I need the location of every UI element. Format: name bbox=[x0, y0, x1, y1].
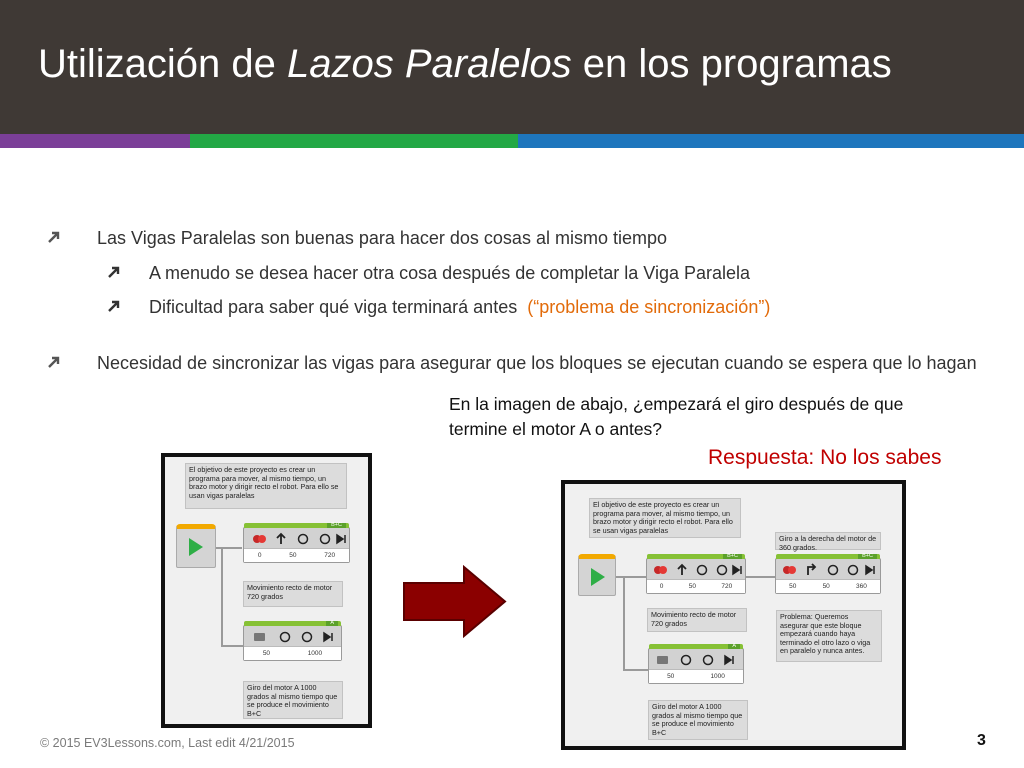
stripe-purple bbox=[0, 134, 190, 148]
parallel-wire-branch bbox=[623, 669, 648, 671]
program-screenshot-right bbox=[561, 480, 906, 750]
project-comment: El objetivo de este proyecto es crear un programa para mover, al mismo tiempo, un brazo motor y dirigir recto el robot. Para ello se usan vigas paralelas bbox=[589, 498, 741, 538]
medium-motor-block bbox=[648, 643, 744, 684]
port-label: A bbox=[728, 644, 740, 649]
brake-icon bbox=[335, 532, 350, 545]
power-value[interactable]: 50 bbox=[289, 552, 297, 559]
title-italic: Lazos Paralelos bbox=[287, 42, 572, 86]
steering-arrow-icon bbox=[274, 532, 289, 545]
power-value[interactable]: 50 bbox=[262, 650, 271, 657]
parallel-wire-branch bbox=[221, 645, 243, 647]
sequence-wire-2 bbox=[746, 576, 775, 578]
sub-bullet-2 bbox=[149, 295, 770, 320]
title-pre: Utilización de bbox=[38, 42, 288, 86]
brake-icon bbox=[731, 563, 746, 576]
play-icon bbox=[189, 538, 203, 556]
degrees-value[interactable]: 720 bbox=[324, 552, 336, 559]
degrees-value[interactable]: 360 bbox=[856, 583, 867, 590]
bullet-arrow-icon bbox=[107, 265, 121, 279]
bullet-arrow-icon bbox=[47, 230, 61, 244]
power-value[interactable]: 50 bbox=[667, 673, 675, 680]
play-icon bbox=[591, 568, 605, 586]
start-block bbox=[176, 524, 216, 568]
steering-icon bbox=[782, 563, 797, 576]
slide-title bbox=[38, 42, 892, 87]
degrees-value[interactable]: 1000 bbox=[307, 650, 323, 657]
degrees-icon bbox=[701, 653, 716, 666]
block2-comment: Giro del motor A 1000 grados al mismo tiempo que se produce el movimiento B+C bbox=[243, 681, 343, 719]
bullet-arrow-icon bbox=[47, 355, 61, 369]
block-values bbox=[649, 669, 743, 683]
port-label: A bbox=[326, 621, 338, 626]
power-icon bbox=[296, 532, 311, 545]
steering-value[interactable]: 50 bbox=[789, 583, 797, 590]
brake-icon bbox=[864, 563, 879, 576]
start-block bbox=[578, 554, 616, 596]
brake-icon bbox=[723, 653, 738, 666]
problem-comment: Problema: Queremos asegurar que este bloque empezará cuando haya terminado el otro lazo o viga en paralelo y nunca antes. bbox=[776, 610, 882, 662]
block-values bbox=[647, 579, 745, 593]
port-label: B+C bbox=[858, 554, 877, 559]
stripe-blue bbox=[518, 134, 1024, 148]
slide-header bbox=[0, 0, 1024, 134]
power-icon bbox=[826, 563, 841, 576]
steering-value[interactable]: 0 bbox=[257, 552, 262, 559]
steering-arrow-icon bbox=[675, 563, 690, 576]
steering-value[interactable]: 0 bbox=[659, 583, 664, 590]
answer-text: Respuesta: No los sabes bbox=[708, 446, 942, 469]
power-icon bbox=[679, 653, 694, 666]
power-icon bbox=[278, 630, 293, 643]
block1-comment: Movimiento recto de motor 720 grados bbox=[243, 581, 343, 607]
parallel-wire bbox=[623, 576, 625, 671]
move-steering-block bbox=[243, 522, 350, 563]
degrees-value[interactable]: 1000 bbox=[710, 673, 725, 680]
port-label: B+C bbox=[327, 523, 346, 528]
degrees-icon bbox=[846, 563, 861, 576]
project-comment: El objetivo de este proyecto es crear un programa para mover, al mismo tiempo, un brazo motor y dirigir recto el robot. Para ello se usan vigas paralelas bbox=[185, 463, 347, 509]
bullet-2-text: Necesidad de sincronizar las vigas para asegurar que los bloques se ejecutan cuando se espera que lo hagan bbox=[97, 353, 977, 373]
stripe-green bbox=[190, 134, 518, 148]
power-icon bbox=[695, 563, 710, 576]
right-arrow-icon bbox=[402, 565, 507, 638]
motor-icon bbox=[655, 653, 670, 666]
degrees-icon bbox=[715, 563, 730, 576]
sequence-wire bbox=[616, 576, 646, 578]
page-number: 3 bbox=[977, 732, 986, 749]
sub-bullet-2-text: Dificultad para saber qué viga terminará antes bbox=[149, 297, 518, 317]
block2-comment: Giro del motor A 1000 grados al mismo tiempo que se produce el movimiento B+C bbox=[648, 700, 748, 740]
steering-arrow-icon bbox=[804, 563, 819, 576]
sub-bullet-1 bbox=[149, 261, 750, 286]
port-label: B+C bbox=[723, 554, 742, 559]
motor-icon bbox=[252, 630, 267, 643]
program-canvas bbox=[165, 457, 368, 724]
steering-icon bbox=[252, 532, 267, 545]
bullet-2 bbox=[97, 351, 977, 376]
title-post: en los programas bbox=[571, 42, 892, 86]
program-canvas bbox=[565, 484, 902, 746]
parallel-wire bbox=[221, 547, 223, 647]
steering-icon bbox=[653, 563, 668, 576]
degrees-icon bbox=[300, 630, 315, 643]
sync-problem-highlight: (“problema de sincronización”) bbox=[527, 297, 771, 317]
block-values bbox=[244, 548, 349, 562]
sub-bullet-1-text: A menudo se desea hacer otra cosa después de completar la Viga Paralela bbox=[149, 263, 751, 283]
sequence-wire bbox=[216, 547, 242, 549]
degrees-value[interactable]: 720 bbox=[721, 583, 733, 590]
block-values bbox=[776, 579, 880, 593]
program-screenshot-left bbox=[161, 453, 372, 728]
footer-copyright: © 2015 EV3Lessons.com, Last edit 4/21/2015 bbox=[40, 736, 295, 750]
move-steering-block bbox=[646, 553, 746, 594]
block-values bbox=[244, 646, 341, 660]
block1-comment: Movimiento recto de motor 720 grados bbox=[647, 608, 747, 632]
move-steering-block-2 bbox=[775, 553, 881, 594]
power-value[interactable]: 50 bbox=[688, 583, 696, 590]
bullet-1 bbox=[97, 226, 667, 251]
degrees-icon bbox=[318, 532, 333, 545]
bullet-1-text: Las Vigas Paralelas son buenas para hacer dos cosas al mismo tiempo bbox=[97, 228, 667, 248]
brake-icon bbox=[322, 630, 337, 643]
question-text: En la imagen de abajo, ¿empezará el giro después de que termine el motor A o antes? bbox=[449, 394, 904, 439]
power-value[interactable]: 50 bbox=[822, 583, 830, 590]
block3-comment: Giro a la derecha del motor de 360 grados. bbox=[775, 532, 881, 550]
medium-motor-block bbox=[243, 620, 342, 661]
bullet-arrow-icon bbox=[107, 299, 121, 313]
